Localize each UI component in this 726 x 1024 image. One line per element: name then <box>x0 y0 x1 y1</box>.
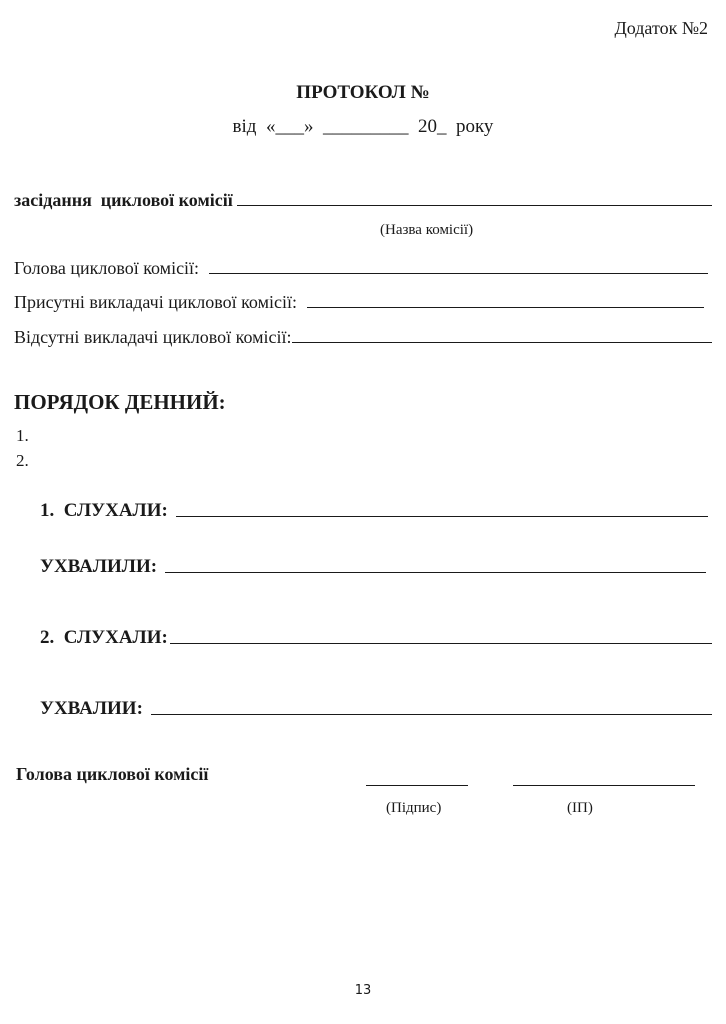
commission-name-field[interactable] <box>237 205 712 206</box>
signature-field[interactable] <box>366 785 468 786</box>
heard-row-2 <box>40 621 712 649</box>
heard-row-1 <box>40 494 708 522</box>
head-row <box>14 253 708 279</box>
signer-label: Голова циклової комісії <box>16 764 209 784</box>
decided-label-1: УХВАЛИЛИ: <box>40 556 158 577</box>
decided-row-1 <box>40 550 706 578</box>
absent-field[interactable] <box>292 342 713 343</box>
absent-row <box>14 322 712 348</box>
decided-row-2 <box>40 692 712 720</box>
heard-label-2: 2. СЛУХАЛИ: <box>40 627 168 648</box>
decided-field-2[interactable] <box>151 714 712 715</box>
present-field[interactable] <box>307 307 704 308</box>
heard-field-2[interactable] <box>170 643 712 644</box>
signature-caption: (Підпис) <box>386 800 442 816</box>
present-row <box>14 287 704 313</box>
date-line: від «___» _________ 20_ року <box>232 116 494 137</box>
commission-row <box>14 185 712 211</box>
present-label: Присутні викладачі циклової комісії: <box>14 292 297 312</box>
appendix-label: Додаток №2 <box>614 18 708 38</box>
name-field[interactable] <box>513 785 695 786</box>
commission-label: засідання циклової комісії <box>14 190 233 210</box>
decided-field-1[interactable] <box>165 572 706 573</box>
document-title: ПРОТОКОЛ № <box>296 82 430 103</box>
heard-label-1: 1. СЛУХАЛИ: <box>40 500 168 521</box>
agenda-item: 1. <box>16 426 29 445</box>
name-caption: (ІП) <box>567 800 593 816</box>
decided-label-2: УХВАЛИИ: <box>40 698 143 719</box>
commission-caption: (Назва комісії) <box>380 222 474 238</box>
agenda-heading: ПОРЯДОК ДЕННИЙ: <box>14 390 226 414</box>
heard-field-1[interactable] <box>176 516 708 517</box>
agenda-item: 2. <box>16 451 29 470</box>
absent-label: Відсутні викладачі циклової комісії: <box>14 327 292 347</box>
page-number: 13 <box>354 983 372 998</box>
head-label: Голова циклової комісії: <box>14 258 200 278</box>
head-field[interactable] <box>209 273 708 274</box>
